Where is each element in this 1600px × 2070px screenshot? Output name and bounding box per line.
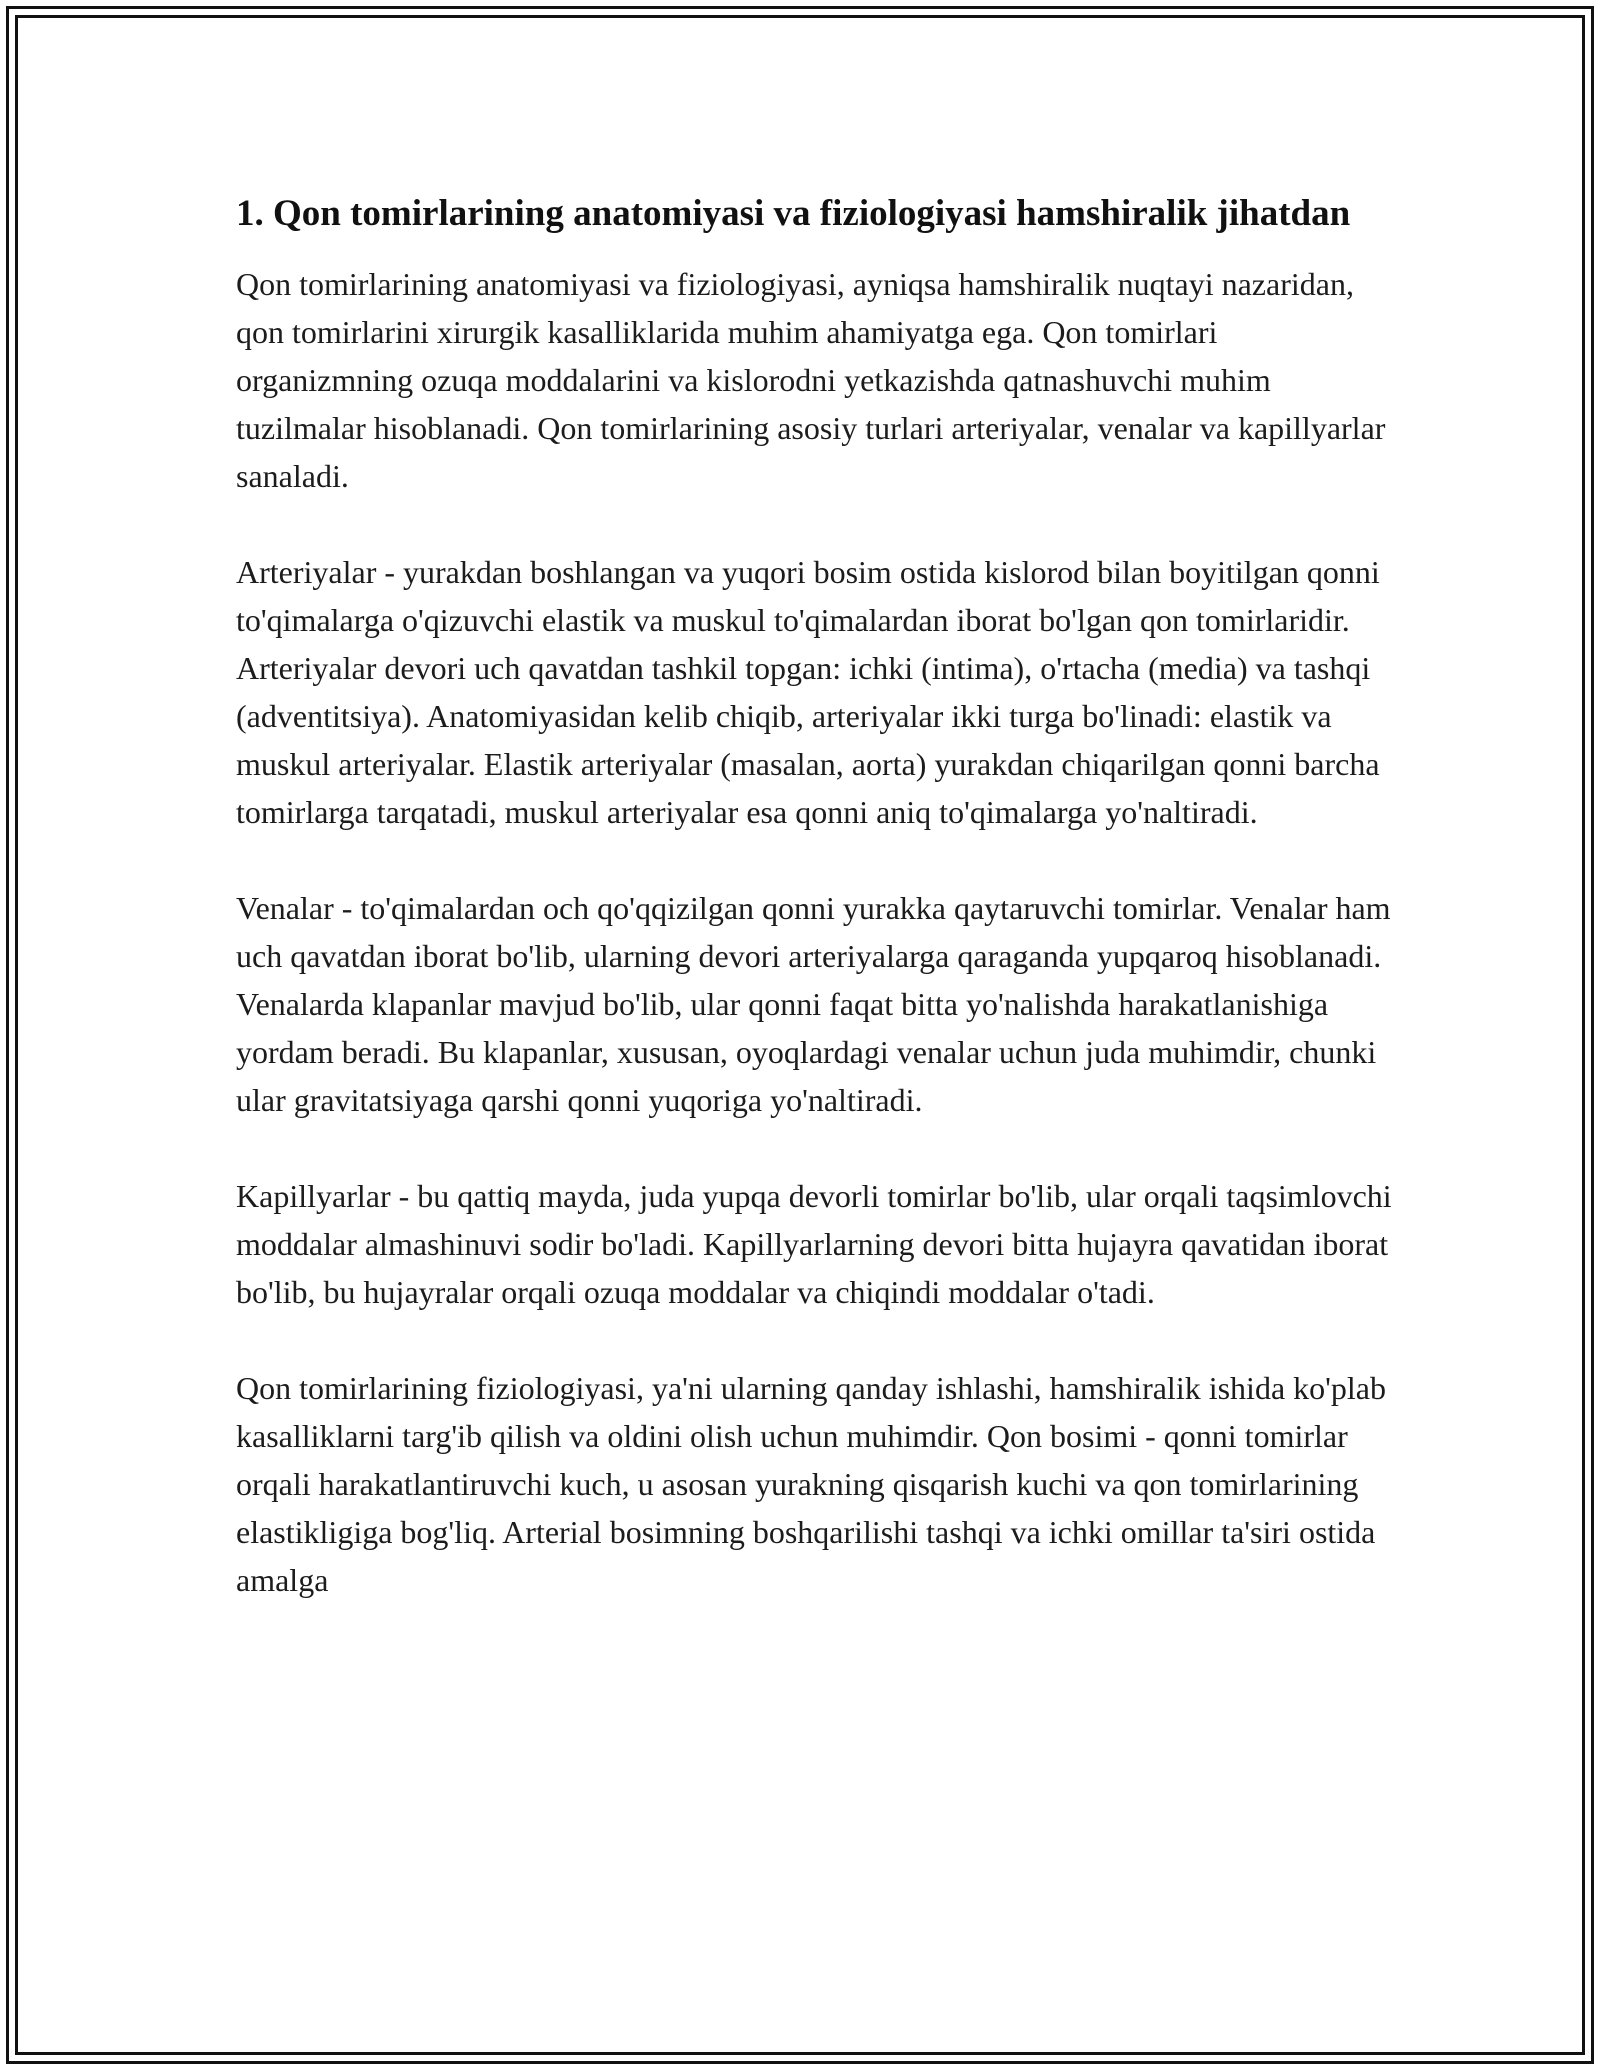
paragraph-arteries: Arteriyalar - yurakdan boshlangan va yuqori bosim ostida kislorod bilan boyitilgan qonni to'qimalarga o'qizuvchi elastik va muskul to'qimalardan iborat bo'lgan qon tomirlaridir. Arteriyalar devori uch qavatdan tashkil topgan: ichki (intima), o'rtacha (media) va tashqi (adventitsiya). Anatomiyasidan kelib chiqib, arteriyalar ikki turga bo'linadi: elastik va muskul arteriyalar. Elastik arteriyalar (masalan, aorta) yurakdan chiqarilgan qonni barcha tomirlarga tarqatadi, muskul arteriyalar esa qonni aniq to'qimalarga yo'naltiradi. [236, 554, 1380, 830]
document-body [236, 186, 1396, 1604]
paragraph-veins: Venalar - to'qimalardan och qo'qqizilgan qonni yurakka qaytaruvchi tomirlar. Venalar ham uch qavatdan iborat bo'lib, ularning devori arteriyalarga qaraganda yupqaroq hisoblanadi. Venalarda klapanlar mavjud bo'lib, ular qonni faqat bitta yo'nalishda harakatlanishiga yordam beradi. Bu klapanlar, xususan, oyoqlardagi venalar uchun juda muhimdir, chunki ular gravitatsiyaga qarshi qonni yuqoriga yo'naltiradi. [236, 890, 1391, 1118]
paragraph-intro: Qon tomirlarining anatomiyasi va fiziologiyasi, ayniqsa hamshiralik nuqtayi nazaridan, qon tomirlarini xirurgik kasalliklarida muhim ahamiyatga ega. Qon tomirlari organizmning ozuqa moddalarini va kislorodni yetkazishda qatnashuvchi muhim tuzilmalar hisoblanadi. Qon tomirlarining asosiy turlari arteriyalar, venalar va kapillyarlar sanaladi. [236, 266, 1386, 494]
paragraph-physiology: Qon tomirlarining fiziologiyasi, ya'ni ularning qanday ishlashi, hamshiralik ishida ko'plab kasalliklarni targ'ib qilish va oldini olish uchun muhimdir. Qon bosimi - qonni tomirlar orqali harakatlantiruvchi kuch, u asosan yurakning qisqarish kuchi va qon tomirlarining elastikligiga bog'liq. Arterial bosimning boshqarilishi tashqi va ichki omillar ta'siri ostida amalga [236, 1370, 1386, 1598]
paragraph-capillaries: Kapillyarlar - bu qattiq mayda, juda yupqa devorli tomirlar bo'lib, ular orqali taqsimlovchi moddalar almashinuvi sodir bo'ladi. Kapillyarlarning devori bitta hujayra qavatidan iborat bo'lib, bu hujayralar orqali ozuqa moddalar va chiqindi moddalar o'tadi. [236, 1178, 1392, 1310]
section-heading: 1. Qon tomirlarining anatomiyasi va fiziologiyasi hamshiralik jihatdan [236, 193, 1351, 234]
